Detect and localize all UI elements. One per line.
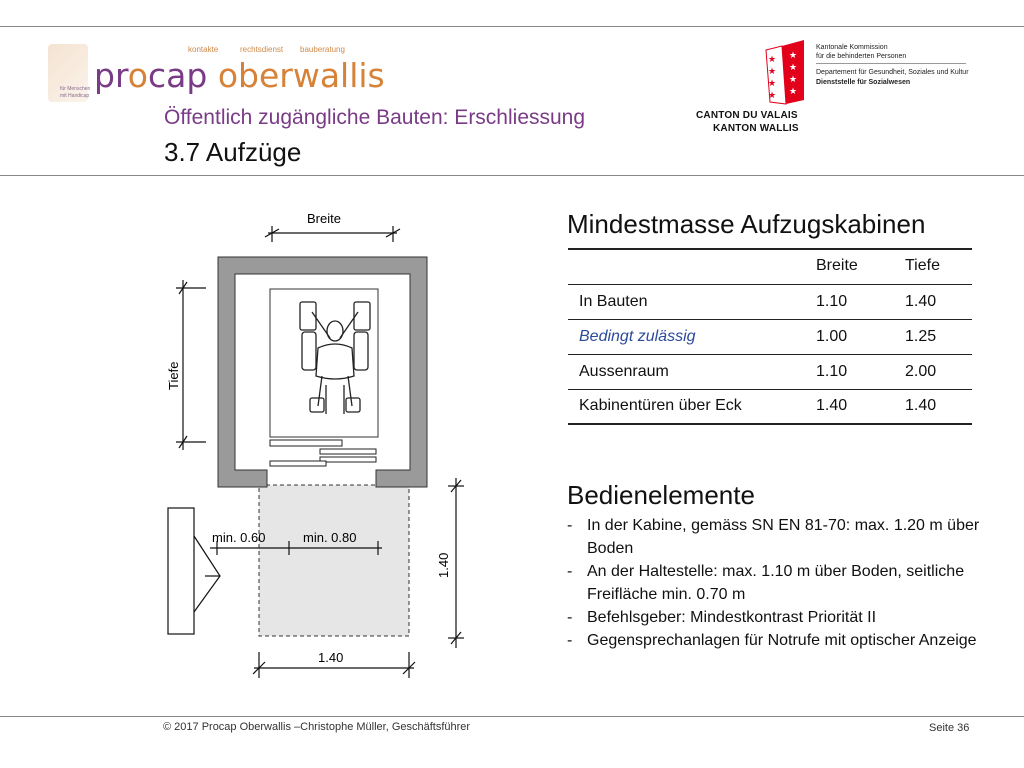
- masse-row: [568, 319, 972, 354]
- masse-header-label: [568, 249, 805, 284]
- bedien-item: - Befehlsgeber: Mindestkontrast Priorität II: [567, 606, 987, 629]
- bedien-item: - In der Kabine, gemäss SN EN 81-70: max. 1.20 m über Boden: [567, 514, 987, 560]
- tagline-rechtsdienst: rechtsdienst: [240, 45, 284, 54]
- bedien-list: [567, 514, 987, 652]
- canton-line-2: KANTON WALLIS: [713, 123, 799, 134]
- logo-small-line1: für Menschen: [60, 86, 91, 92]
- bedien-item: - An der Haltestelle: max. 1.10 m über Boden, seitliche Freifläche min. 0.70 m: [567, 560, 987, 606]
- commission-line-1: Kantonale Kommission: [816, 44, 888, 51]
- masse-row: [568, 389, 972, 424]
- masse-title: Mindestmasse Aufzugskabinen: [567, 209, 926, 239]
- logo-o: o: [127, 56, 148, 95]
- dimension-breite: [265, 226, 400, 242]
- commission-line-4: Dienststelle für Sozialwesen: [816, 79, 911, 86]
- svg-text:★: ★: [768, 79, 777, 89]
- label-min-060: min. 0.60: [212, 530, 266, 545]
- masse-cell-label: In Bauten: [579, 292, 648, 310]
- header-bottom-rule: [0, 175, 1024, 176]
- footer-copyright: © 2017 Procap Oberwallis –Christophe Müller, Geschäftsführer: [163, 721, 471, 733]
- masse-row: [568, 354, 972, 389]
- footer-rule: [0, 716, 1024, 717]
- logo-oberwallis: oberwallis: [207, 56, 385, 95]
- svg-text:★: ★: [768, 67, 777, 77]
- commission-line-3: Departement für Gesundheit, Soziales und Kultur: [816, 69, 969, 76]
- logo-pr: pr: [94, 56, 128, 95]
- tagline-kontakte: kontakte: [188, 45, 219, 54]
- masse-cell-breite: 1.10: [816, 362, 848, 380]
- commission-divider: [816, 63, 966, 64]
- masse-header-breite: Breite: [816, 257, 858, 275]
- masse-cell-breite: 1.00: [816, 327, 848, 345]
- label-140-vertical: 1.40: [436, 552, 451, 578]
- svg-text:★: ★: [768, 91, 777, 101]
- svg-text:★: ★: [789, 63, 798, 73]
- masse-row: [568, 284, 972, 319]
- masse-cell-label: Bedingt zulässig: [579, 327, 696, 345]
- header-top-rule: [0, 26, 1024, 27]
- label-tiefe: Tiefe: [166, 361, 181, 390]
- svg-text:★: ★: [789, 51, 798, 61]
- wheelchair-frame: [270, 289, 378, 437]
- tagline-bauberatung: bauberatung: [300, 45, 345, 54]
- masse-cell-tiefe: 1.25: [905, 327, 937, 345]
- logo-cap: cap: [148, 56, 208, 95]
- masse-cell-tiefe: 1.40: [905, 397, 937, 415]
- wheelchair-user-icon: [300, 302, 370, 414]
- masse-cell-label: Aussenraum: [579, 362, 669, 380]
- label-breite: Breite: [307, 211, 341, 226]
- free-area: [259, 485, 409, 636]
- masse-cell-breite: 1.10: [816, 292, 848, 310]
- page-title: Öffentlich zugängliche Bauten: Erschliessung: [164, 106, 586, 129]
- masse-header-row: [568, 249, 972, 284]
- masse-cell-tiefe: 2.00: [905, 362, 937, 380]
- logo-wordmark: [94, 56, 385, 95]
- page-subtitle: 3.7 Aufzüge: [164, 137, 302, 167]
- bedien-title: Bedienelemente: [567, 480, 755, 510]
- canton-line-1: CANTON DU VALAIS: [696, 110, 798, 121]
- page-number: Seite 36: [929, 722, 970, 734]
- masse-cell-tiefe: 1.40: [905, 292, 937, 310]
- label-min-080: min. 0.80: [303, 530, 357, 545]
- masse-table: [568, 249, 972, 425]
- masse-cell-label: Kabinentüren über Eck: [579, 397, 742, 415]
- commission-line-2: für die behinderten Personen: [816, 53, 907, 60]
- masse-cell-breite: 1.40: [816, 397, 848, 415]
- svg-text:★: ★: [768, 55, 777, 65]
- svg-text:★: ★: [789, 75, 798, 85]
- landing-door: [168, 508, 220, 634]
- logo-small-line2: mit Handicap: [60, 93, 90, 99]
- label-140-horizontal: 1.40: [318, 650, 344, 665]
- valais-coat-of-arms-icon: [762, 40, 806, 106]
- bedien-item: - Gegensprechanlagen für Notrufe mit optischer Anzeige: [567, 629, 987, 652]
- elevator-diagram: [150, 200, 470, 680]
- cabin-door-panels: [270, 440, 376, 466]
- svg-text:★: ★: [789, 87, 798, 97]
- masse-header-tiefe: Tiefe: [905, 257, 940, 275]
